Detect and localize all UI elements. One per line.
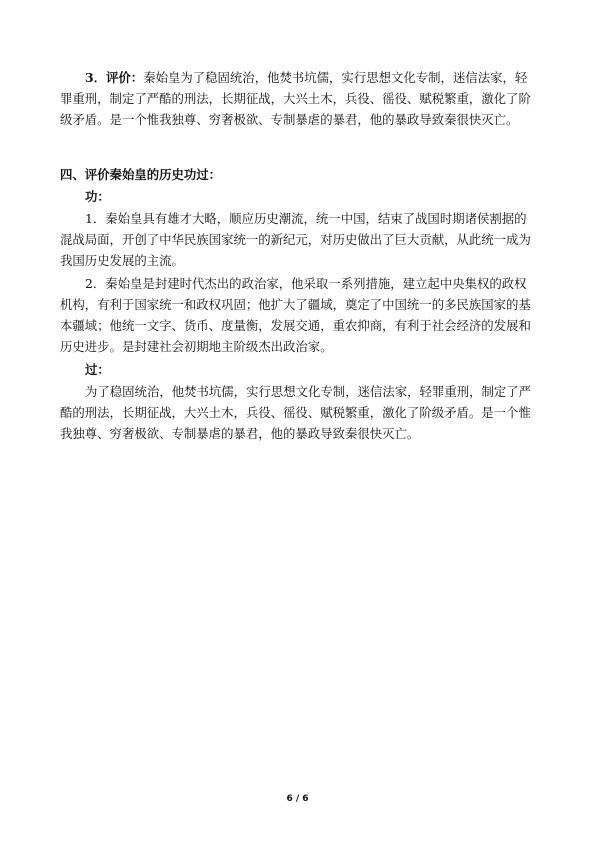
fault-label: 过： [85, 362, 110, 377]
evaluation-label: 评价： [106, 70, 144, 85]
merit-item-1: 1．秦始皇具有雄才大略，顺应历史潮流，统一中国，结束了战国时期诸侯割据的混战局面，开创了中华民族国家统一的新纪元，对历史做出了巨大贡献，从此统一成为我国历史发展的主流。 [60, 211, 531, 268]
evaluation-paragraph [60, 67, 538, 130]
evaluation-text: 秦始皇为了稳固统治，他焚书坑儒，实行思想文化专制，迷信法家，轻罪重刑，制定了严酷的刑法，长期征战，大兴土木，兵役、徭役、赋税繁重，激化了阶级矛盾。是一个惟我独尊、穷奢极欲、专制暴虐的暴君，他的暴政导致秦很快灭亡。 [60, 70, 531, 127]
evaluation-number: 3． [85, 70, 107, 85]
fault-text: 为了稳固统治，他焚书坑儒，实行思想文化专制，迷信法家，轻罪重刑，制定了严酷的刑法，长期征战，大兴土木，兵役、徭役、赋税繁重，激化了阶级矛盾。是一个惟我独尊、穷奢极欲、专制暴虐的暴君，他的暴政导致秦很快灭亡。 [60, 384, 532, 441]
page-number: 6 / 6 [286, 794, 309, 804]
merit-label: 功： [85, 189, 110, 204]
section-heading: 四、评价秦始皇的历史功过： [60, 167, 222, 182]
merit-item-2: 2．秦始皇是封建时代杰出的政治家，他采取一系列措施，建立起中央集权的政权机构，有利于国家统一和政权巩固；他扩大了疆域，奠定了中国统一的多民族国家的基本疆域；他统一文字、货币、度量衡，发展交通，重农抑商，有利于社会经济的发展和历史进步。是封建社会初期地主阶级杰出政治家。 [60, 276, 531, 354]
